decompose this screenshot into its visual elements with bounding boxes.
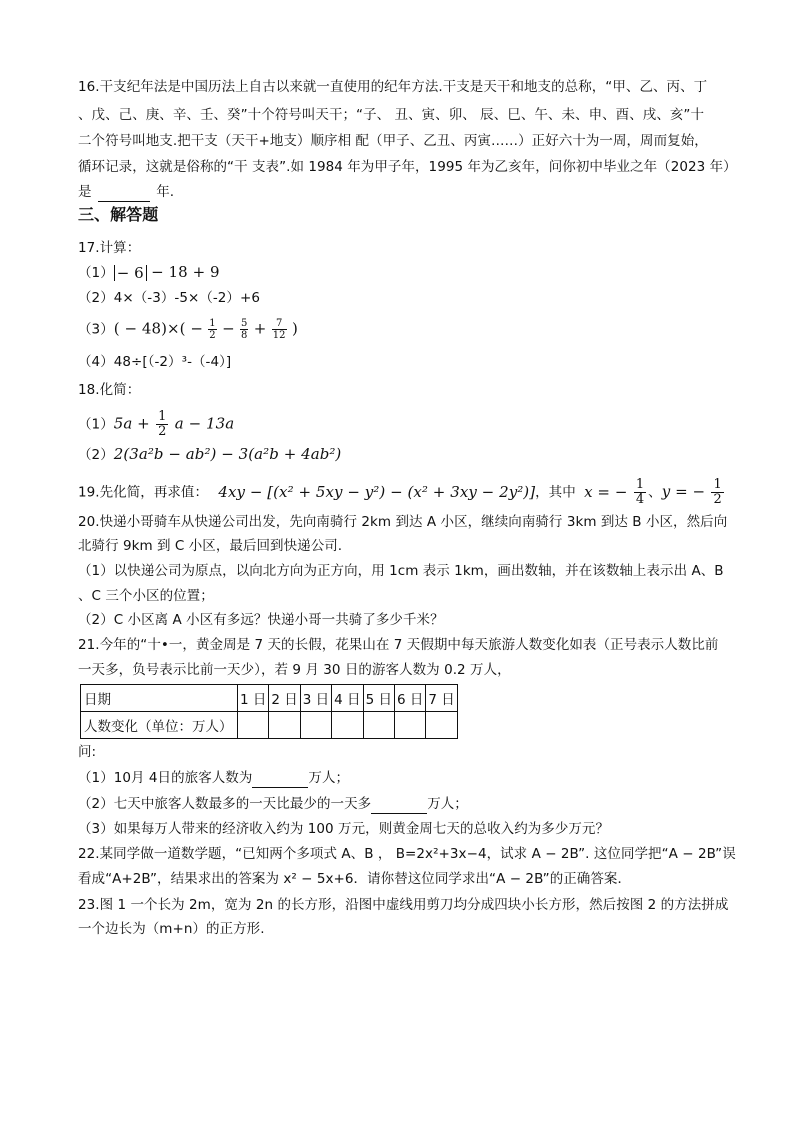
- q18-part-2: [78, 444, 728, 465]
- q21-ask: 问:: [78, 744, 97, 760]
- q19-separator: 、: [648, 484, 662, 501]
- table-cell-day: 7 日: [426, 685, 457, 712]
- q16-suffix: 年.: [156, 184, 175, 200]
- q16-line-2: 、戊、己、庚、辛、壬、癸”十个符号叫天干；“子、 丑、寅、卯、 辰、巳、午、未、申、酉、戌、亥”十: [78, 107, 705, 123]
- fraction-numerator: 1: [209, 318, 216, 329]
- fraction-denominator: 2: [158, 424, 167, 439]
- q16-line-1: 16.干支纪年法是中国历法上自古以来就一直使用的纪年方法.干支是天干和地支的总称，“甲、乙、丙、丁: [78, 79, 708, 95]
- q17-part-1: [78, 262, 728, 283]
- q21-sub-1: [78, 768, 728, 788]
- q19-x-eq: x = −: [584, 482, 628, 501]
- fraction-denominator: 2: [209, 330, 216, 341]
- q16-answer-blank[interactable]: [98, 187, 150, 202]
- minus-sign: −: [222, 319, 235, 338]
- q19-where: ，其中: [535, 484, 576, 501]
- q17-part-3-start: ( − 48)×( −: [113, 319, 203, 338]
- q19-y-eq: y = −: [661, 482, 706, 501]
- fraction-numerator: 1: [635, 477, 645, 492]
- fraction-denominator: 8: [241, 330, 248, 341]
- q21-sub-2: [78, 794, 728, 814]
- fraction: [711, 478, 723, 507]
- table-cell-day: 5 日: [363, 685, 394, 712]
- table-cell-change[interactable]: [332, 712, 363, 739]
- table-cell-change[interactable]: [363, 712, 394, 739]
- q21-sub-2-text: （2）七天中旅客人数最多的一天比最少的一天多: [78, 796, 372, 812]
- fraction-denominator: 12: [272, 330, 286, 341]
- q19-heading: 19.先化简，再求值：: [78, 484, 209, 501]
- table-row: [81, 685, 458, 712]
- q17-part-3-label: （3）: [78, 321, 114, 338]
- section-heading: 三、解答题: [78, 205, 159, 224]
- fraction-numerator: 5: [241, 318, 248, 329]
- fraction: [240, 318, 248, 341]
- table-cell-change-header: 人数变化（单位：万人）: [81, 712, 238, 739]
- plus-sign: +: [253, 319, 267, 338]
- q17-part-2: （2）4×（-3）-5×（-2）+6: [78, 290, 260, 306]
- q21-line-2: 一天多，负号表示比前一天少），若 9 月 30 日的游客人数为 0.2 万人，: [78, 662, 511, 678]
- q23-line-1: 23.图 1 一个长为 2m，宽为 2n 的长方形，沿图中虚线用剪刀均分成四块小长方形，然后按图 2 的方法拼成: [78, 897, 729, 913]
- table-cell-change[interactable]: [238, 712, 269, 739]
- table-cell-change[interactable]: [394, 712, 425, 739]
- q18-heading: 18.化简：: [78, 382, 141, 398]
- fraction-denominator: 4: [635, 492, 645, 507]
- fraction-denominator: 2: [713, 492, 722, 507]
- abs-value: − 6: [114, 265, 147, 281]
- q21-sub-1-blank[interactable]: [252, 773, 308, 788]
- q22-line-1: 22.某同学做一道数学题，“已知两个多项式 A、B ， B=2x²+3x−4，试求 A − 2B”. 这位同学把“A − 2B”误: [78, 846, 736, 862]
- table-cell-change[interactable]: [426, 712, 457, 739]
- fraction: [272, 318, 287, 341]
- q20-line-2: 北骑行 9km 到 C 小区，最后回到快递公司.: [78, 538, 343, 554]
- q18-part-2-expr: 2(3a²b − ab²) − 3(a²b + 4ab²): [113, 445, 342, 463]
- table-cell-day: 4 日: [332, 685, 363, 712]
- q20-line-4: 、C 三个小区的位置；: [78, 588, 214, 604]
- q19-line: [78, 478, 728, 507]
- q17-part-3: [78, 318, 728, 341]
- q18-part-1: [78, 410, 728, 439]
- table-cell-day: 2 日: [269, 685, 300, 712]
- q16-line-4: 循环记录，这就是俗称的“干 支表”.如 1984 年为甲子年，1995 年为乙亥年，问你初中毕业之年（2023 年）: [78, 159, 737, 175]
- table-cell-day: 3 日: [300, 685, 331, 712]
- q22-line-2: 看成“A+2B”，结果求出的答案为 x² − 5x+6．请你替这位同学求出“A − 2B”的正确答案．: [78, 871, 631, 887]
- table-cell-day: 6 日: [394, 685, 425, 712]
- table-cell-day: 1 日: [238, 685, 269, 712]
- q20-line-3: （1）以快递公司为原点，以向北方向为正方向，用 1cm 表示 1km，画出数轴，并在该数轴上表示出 A、B: [78, 563, 724, 579]
- table-cell-date-header: 日期: [81, 685, 238, 712]
- q21-sub-2-blank[interactable]: [371, 799, 427, 814]
- q19-expression: 4xy − [(x² + 5xy − y²) − (x² + 3xy − 2y²)]: [218, 482, 536, 501]
- q21-line-1: 21.今年的“十•一，黄金周是 7 天的长假，花果山在 7 天假期中每天旅游人数变化如表（正号表示人数比前: [78, 637, 719, 653]
- q21-sub-1-unit: 万人；: [308, 770, 350, 786]
- q21-sub-1-text: （1）10月 4日的旅客人数为: [78, 770, 253, 786]
- table-cell-change[interactable]: [300, 712, 331, 739]
- q21-table: [80, 684, 458, 739]
- q16-prefix: 是: [78, 184, 92, 200]
- q17-heading: 17.计算：: [78, 240, 141, 256]
- q17-part-1-label: （1）: [78, 265, 114, 281]
- q21-sub-2-unit: 万人；: [427, 796, 468, 812]
- q17-part-1-rest: − 18 + 9: [151, 263, 220, 281]
- q17-part-4: （4）48÷[（-2）³-（-4）]: [78, 354, 232, 370]
- q16-line-3: 二个符号叫地支.把干支（天干+地支）顺序相 配（甲子、乙丑、丙寅……）正好六十为一周，周而复始，: [78, 133, 708, 149]
- q18-part-2-label: （2）: [78, 447, 114, 463]
- fraction: [208, 318, 216, 341]
- q18-part-1-expr-a: 5a +: [113, 414, 150, 433]
- q21-sub-3: （3）如果每万人带来的经济收入约为 100 万元，则黄金周七天的总收入约为多少万元？: [78, 821, 610, 837]
- q18-part-1-expr-b: a − 13a: [174, 414, 235, 433]
- fraction: [156, 410, 168, 439]
- q20-line-1: 20.快递小哥骑车从快递公司出发，先向南骑行 2km 到达 A 小区，继续向南骑行 3km 到达 B 小区，然后向: [78, 514, 728, 530]
- q20-line-5: （2）C 小区离 A 小区有多远？快递小哥一共骑了多少千米？: [78, 612, 444, 628]
- q16-line-5: [78, 182, 728, 202]
- table-row: [81, 712, 458, 739]
- fraction-numerator: 7: [272, 318, 287, 330]
- q18-part-1-label: （1）: [78, 416, 114, 433]
- table-cell-change[interactable]: [269, 712, 300, 739]
- q17-part-1-abs: [114, 263, 147, 281]
- fraction-numerator: 1: [713, 477, 722, 492]
- q23-line-2: 一个边长为（m+n）的正方形.: [78, 921, 265, 937]
- fraction: [634, 478, 646, 507]
- fraction-numerator: 1: [158, 409, 167, 424]
- close-paren: ): [291, 319, 298, 338]
